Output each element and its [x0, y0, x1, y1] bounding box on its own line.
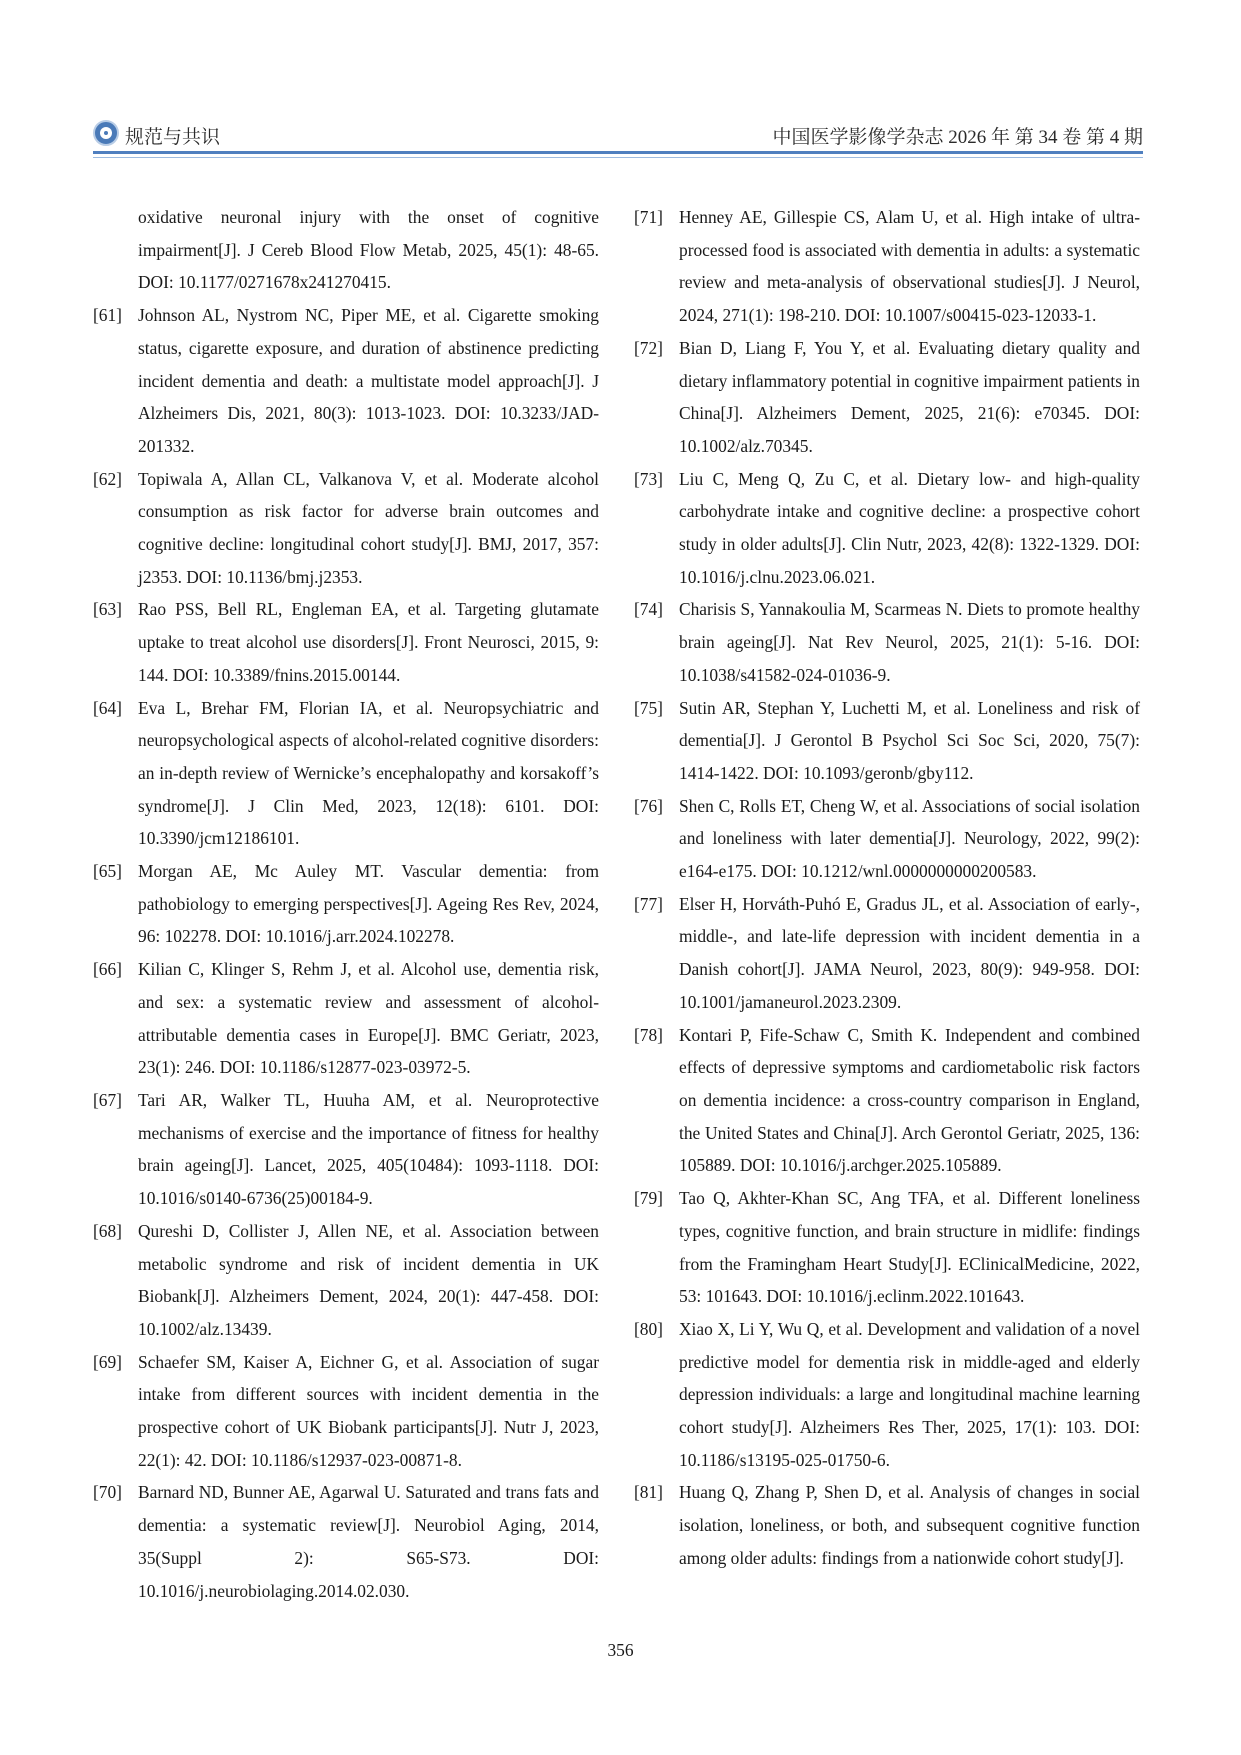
section-label: 规范与共识 — [125, 127, 221, 148]
reference-text: Charisis S, Yannakoulia M, Scarmeas N. Diets to promote healthy brain ageing[J]. Nat Rev Neurol, 2025, 21(1): 5-16. DOI: 10.1038/s41582-024-01036-9. — [679, 599, 1140, 685]
reference-number: [74] — [634, 599, 663, 620]
reference-text: Tao Q, Akhter-Khan SC, Ang TFA, et al. Different loneliness types, cognitive function, and brain structure in midlife: findings from the Framingham Heart Study[J]. EClinicalMedicine, 2022, 53: 101643. DOI: 10.1016/j.eclinm.2022.101643. — [679, 1188, 1140, 1307]
reference-entry — [93, 299, 599, 463]
reference-number: [65] — [93, 861, 122, 882]
reference-text: Eva L, Brehar FM, Florian IA, et al. Neuropsychiatric and neuropsychological aspects of alcohol-related cognitive disorders: an in-depth review of Wernicke’s encephalopathy and korsakoff’s syndrome[J]. J Clin Med, 2023, 12(18): 6101. DOI: 10.3390/jcm12186101. — [138, 697, 599, 849]
reference-entry — [93, 692, 599, 856]
reference-text: Morgan AE, Mc Auley MT. Vascular dementia: from pathobiology to emerging perspectives[J]. Ageing Res Rev, 2024, 96: 102278. DOI: 10.1016/j.arr.2024.102278. — [138, 861, 599, 947]
reference-text: Qureshi D, Collister J, Allen NE, et al. Association between metabolic syndrome and risk of incident dementia in UK Biobank[J]. Alzheimers Dement, 2024, 20(1): 447-458. DOI: 10.1002/alz.13439. — [138, 1220, 599, 1339]
reference-number: [70] — [93, 1482, 122, 1503]
reference-entry — [93, 1215, 599, 1346]
reference-number: [66] — [93, 959, 122, 980]
reference-text: Shen C, Rolls ET, Cheng W, et al. Associations of social isolation and loneliness with later dementia[J]. Neurology, 2022, 99(2): e164-e175. DOI: 10.1212/wnl.0000000000200583. — [679, 795, 1140, 882]
reference-entry — [634, 593, 1140, 691]
reference-text: Schaefer SM, Kaiser A, Eichner G, et al. Association of sugar intake from different sources with incident dementia in the prospective cohort of UK Biobank participants[J]. Nutr J, 2023, 22(1): 42. DOI: 10.1186/s12937-023-00871-8. — [138, 1351, 599, 1470]
reference-text: Liu C, Meng Q, Zu C, et al. Dietary low- and high-quality carbohydrate intake and cognitive decline: a prospective cohort study in older adults[J]. Clin Nutr, 2023, 42(8): 1322-1329. DOI: 10.1016/j.clnu.2023.06.021. — [679, 468, 1140, 587]
reference-number: [71] — [634, 207, 663, 227]
reference-entry — [634, 1019, 1140, 1183]
reference-text: Henney AE, Gillespie CS, Alam U, et al. High intake of ultra-processed food is associated with dementia in adults: a systematic review and meta-analysis of observational studies[J]. J Neurol, 2024, 271(1): 198-210. DOI: 10.1007/s00415-023-12033-1. — [679, 207, 1140, 326]
reference-entry — [634, 463, 1140, 594]
reference-number: [67] — [93, 1089, 122, 1110]
header-rule-thin — [93, 157, 1143, 158]
reference-text: Rao PSS, Bell RL, Engleman EA, et al. Targeting glutamate uptake to treat alcohol use disorders[J]. Front Neurosci, 2015, 9: 144. DOI: 10.3389/fnins.2015.00144. — [138, 599, 599, 685]
reference-text: Huang Q, Zhang P, Shen D, et al. Analysis of changes in social isolation, loneliness, or both, and subsequent cognitive function among older adults: findings from a nationwide cohort study[J]. — [679, 1482, 1140, 1568]
header-rule-thick — [93, 151, 1143, 154]
reference-entry — [634, 332, 1140, 463]
reference-number: [68] — [93, 1220, 122, 1241]
reference-number: [76] — [634, 795, 663, 816]
reference-entry — [93, 1476, 599, 1607]
reference-entry — [93, 593, 599, 691]
reference-text: Kilian C, Klinger S, Rehm J, et al. Alcohol use, dementia risk, and sex: a systematic review and assessment of alcohol-attributable dementia cases in Europe[J]. BMC Geriatr, 2023, 23(1): 246. DOI: 10.1186/s12877-023-03972-5. — [138, 959, 599, 1078]
reference-number: [73] — [634, 468, 663, 489]
reference-number: [72] — [634, 337, 663, 358]
reference-text: Elser H, Horváth-Puhó E, Gradus JL, et al. Association of early-, middle-, and late-life depression with incident dementia in a Danish cohort[J]. JAMA Neurol, 2023, 80(9): 949-958. DOI: 10.1001/jamaneurol.2023.2309. — [679, 893, 1140, 1012]
reference-number: [61] — [93, 305, 122, 326]
reference-number: [79] — [634, 1188, 663, 1209]
reference-text: Topiwala A, Allan CL, Valkanova V, et al. Moderate alcohol consumption as risk factor for adverse brain outcomes and cognitive decline: longitudinal cohort study[J]. BMJ, 2017, 357: j2353. DOI: 10.1136/bmj.j2353. — [138, 468, 599, 587]
reference-number: [63] — [93, 599, 122, 620]
reference-text: Xiao X, Li Y, Wu Q, et al. Development and validation of a novel predictive model for dementia risk in middle-aged and elderly depression individuals: a large and longitudinal machine learning cohort study[J]. Alzheimers Res Ther, 2025, 17(1): 103. DOI: 10.1186/s13195-025-01750-6. — [679, 1318, 1140, 1470]
page-number: 356 — [607, 1640, 634, 1660]
reference-entry — [93, 1346, 599, 1477]
reference-number: [78] — [634, 1024, 663, 1045]
reference-entry — [93, 1084, 599, 1215]
reference-text: Johnson AL, Nystrom NC, Piper ME, et al. Cigarette smoking status, cigarette exposure, and duration of abstinence predicting incident dementia and death: a multistate model approach[J]. J Alzheimers Dis, 2021, 80(3): 1013-1023. DOI: 10.3233/JAD-201332. — [138, 305, 599, 456]
reference-entry — [634, 692, 1140, 790]
reference-entry — [93, 953, 599, 1084]
reference-entry — [634, 1476, 1140, 1574]
reference-number: [77] — [634, 893, 663, 914]
reference-column-right — [634, 201, 1140, 1575]
reference-text: Kontari P, Fife-Schaw C, Smith K. Independent and combined effects of depressive symptoms and cardiometabolic risk factors on dementia incidence: a cross-country comparison in England, the United States and China[J]. Arch Gerontol Geriatr, 2025, 136: 105889. DOI: 10.1016/j.archger.2025.105889. — [679, 1024, 1140, 1176]
running-header — [93, 118, 1143, 152]
reference-number: [64] — [93, 697, 122, 718]
reference-number: [81] — [634, 1482, 663, 1503]
reference-number: [69] — [93, 1351, 122, 1372]
reference-text: oxidative neuronal injury with the onset of cognitive impairment[J]. J Cereb Blood Flow Metab, 2025, 45(1): 48-65. DOI: 10.1177/0271678x241270415. — [138, 207, 599, 293]
reference-number: [75] — [634, 697, 663, 718]
reference-number: [62] — [93, 468, 122, 489]
reference-number: [80] — [634, 1318, 663, 1339]
reference-text: Bian D, Liang F, You Y, et al. Evaluating dietary quality and dietary inflammatory potential in cognitive impairment patients in China[J]. Alzheimers Dement, 2025, 21(6): e70345. DOI: 10.1002/alz.70345. — [679, 337, 1140, 456]
journal-issue-info: 中国医学影像学杂志 2026 年 第 34 卷 第 4 期 — [772, 127, 1143, 148]
reference-entry — [93, 855, 599, 953]
reference-text: Barnard ND, Bunner AE, Agarwal U. Saturated and trans fats and dementia: a systematic review[J]. Neurobiol Aging, 2014, 35(Suppl 2): S65-S73. DOI: 10.1016/j.neurobiolaging.2014.02.030. — [138, 1482, 599, 1601]
reference-text: Sutin AR, Stephan Y, Luchetti M, et al. Loneliness and risk of dementia[J]. J Gerontol B Psychol Sci Soc Sci, 2020, 75(7): 1414-1422. DOI: 10.1093/geronb/gby112. — [679, 697, 1140, 783]
reference-entry — [93, 463, 599, 594]
reference-entry — [634, 790, 1140, 888]
reference-entry — [93, 201, 599, 299]
reference-text: Tari AR, Walker TL, Huuha AM, et al. Neuroprotective mechanisms of exercise and the importance of fitness for healthy brain ageing[J]. Lancet, 2025, 405(10484): 1093-1118. DOI: 10.1016/s0140-6736(25)00184-9. — [138, 1089, 599, 1209]
reference-entry — [634, 1313, 1140, 1477]
reference-entry — [634, 888, 1140, 1019]
reference-number — [93, 201, 138, 299]
reference-column-left — [93, 201, 599, 1607]
section-logo-icon — [93, 120, 119, 146]
reference-entry — [634, 201, 1140, 332]
reference-entry — [634, 1182, 1140, 1313]
